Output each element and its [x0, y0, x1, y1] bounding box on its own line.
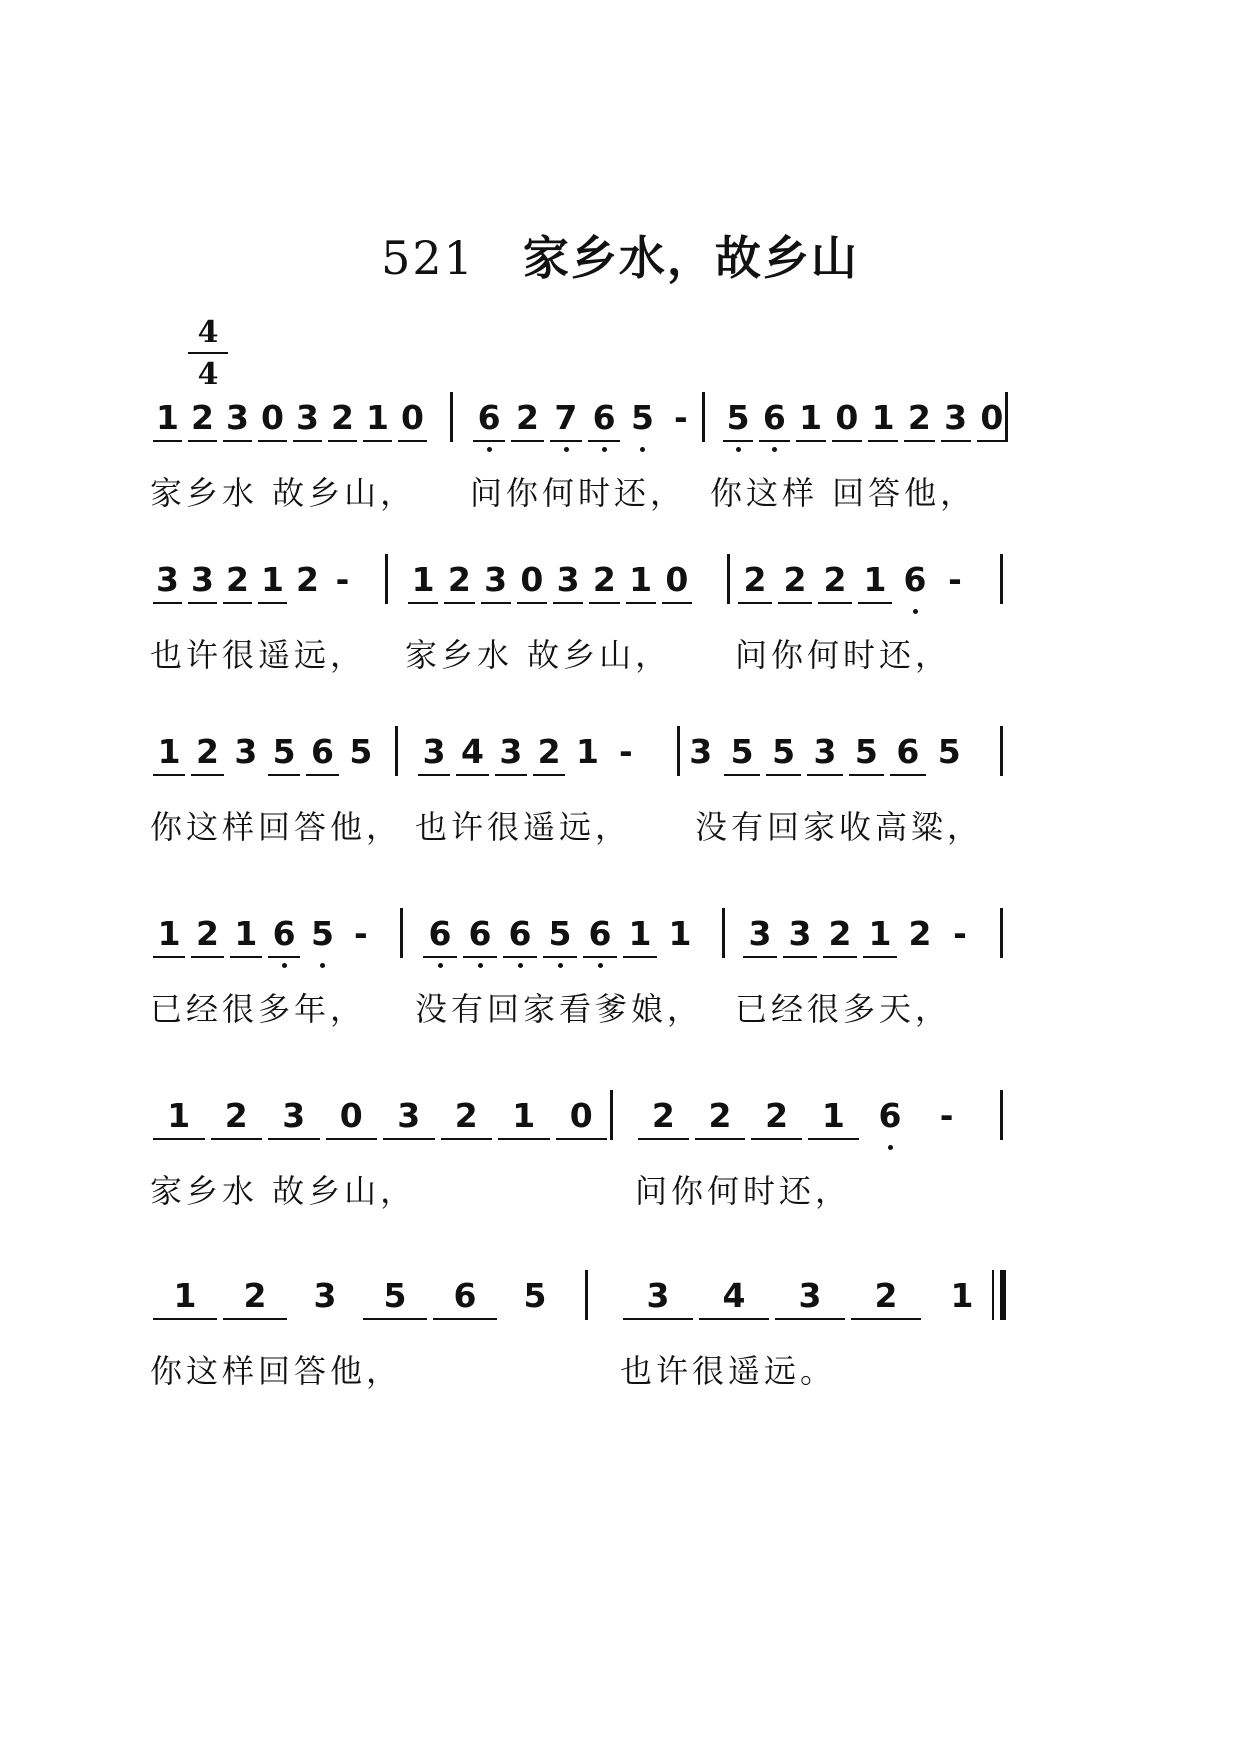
barline	[1005, 392, 1008, 442]
note: 2	[441, 560, 477, 600]
note: 2	[848, 1276, 924, 1316]
measure	[150, 1276, 570, 1336]
note: 2	[775, 560, 815, 600]
barline	[1000, 554, 1003, 604]
sustain-dash: -	[953, 914, 967, 953]
lyric-phrase: 家乡水 故乡山，	[405, 636, 672, 674]
measure	[150, 1096, 610, 1156]
lyric-phrase: 问你何时还，	[470, 474, 687, 512]
measure	[150, 560, 360, 620]
note: 6	[470, 398, 508, 438]
lyric-phrase: 也许很遥远。	[620, 1352, 837, 1390]
note: 3	[550, 560, 586, 600]
note: 2	[208, 1096, 266, 1136]
note: 5	[349, 732, 373, 771]
notation-row	[150, 560, 1130, 620]
note: 1	[360, 398, 395, 438]
sustain-dash: -	[673, 398, 688, 437]
note: 1	[495, 1096, 553, 1136]
note: 2	[748, 1096, 805, 1136]
song-number: 521	[381, 231, 475, 285]
note: 2	[692, 1096, 749, 1136]
score-line	[150, 1276, 1130, 1406]
note: 6	[862, 1096, 919, 1136]
note: 1	[150, 1276, 220, 1316]
note: 3	[620, 1276, 696, 1316]
note: 6	[265, 914, 303, 954]
note: 1	[150, 732, 188, 772]
note: 5	[523, 1276, 547, 1315]
notation-row	[150, 1276, 1130, 1336]
barline	[385, 554, 388, 604]
note: 1	[227, 914, 265, 954]
note: 1	[860, 914, 900, 954]
note: 1	[620, 914, 660, 954]
score-line	[150, 560, 1130, 690]
note: 5	[721, 732, 762, 772]
notation-row	[150, 914, 1130, 974]
barline	[400, 908, 403, 958]
barline	[727, 554, 730, 604]
measure	[150, 732, 380, 792]
note: 7	[547, 398, 585, 438]
barline	[450, 392, 453, 442]
lyric-phrase: 你这样回答他，	[150, 808, 403, 846]
song-title	[0, 222, 1240, 288]
note: 5	[763, 732, 804, 772]
note: 3	[265, 1096, 323, 1136]
note: 2	[220, 560, 255, 600]
lyric-phrase: 你这样回答他，	[150, 1352, 403, 1390]
lyric-phrase: 没有回家看爹娘，	[415, 990, 704, 1028]
score-line	[150, 732, 1130, 862]
note: 3	[185, 560, 220, 600]
measure	[470, 398, 700, 458]
note: 5	[303, 914, 341, 954]
notation-row	[150, 1096, 1130, 1156]
note: 0	[659, 560, 695, 600]
note: 3	[689, 732, 713, 771]
lyric-phrase: 也许很遥远，	[150, 636, 367, 674]
note: 1	[950, 1276, 974, 1315]
barline	[1000, 726, 1003, 776]
lyric-phrase: 家乡水 故乡山，	[150, 1172, 417, 1210]
note: 0	[514, 560, 550, 600]
measure	[740, 914, 980, 974]
lyric-phrase: 已经很多天，	[735, 990, 952, 1028]
sustain-dash: -	[335, 560, 350, 599]
note: 1	[255, 560, 290, 600]
note: 2	[220, 1276, 290, 1316]
note: 2	[586, 560, 622, 600]
lyric-phrase: 问你何时还，	[635, 1172, 852, 1210]
note: 2	[908, 914, 932, 953]
note: 5	[720, 398, 756, 438]
note: 6	[895, 560, 935, 600]
note: 3	[150, 560, 185, 600]
note: 1	[855, 560, 895, 600]
sustain-dash: -	[939, 1096, 954, 1135]
note: 6	[430, 1276, 500, 1316]
note: 2	[820, 914, 860, 954]
note: 2	[901, 398, 937, 438]
time-signature-divider	[188, 352, 228, 354]
note: 2	[635, 1096, 692, 1136]
barline	[1000, 908, 1003, 958]
score-line	[150, 398, 1130, 528]
barline	[702, 392, 705, 442]
note: 1	[405, 560, 441, 600]
lyric-phrase: 没有回家收高粱，	[695, 808, 984, 846]
note: 3	[780, 914, 820, 954]
note: 3	[234, 732, 258, 771]
note: 2	[530, 732, 568, 772]
note: 3	[220, 398, 255, 438]
lyric-phrase: 家乡水 故乡山，	[150, 474, 417, 512]
note: 2	[735, 560, 775, 600]
note: 1	[150, 914, 188, 954]
note: 6	[460, 914, 500, 954]
note: 6	[585, 398, 623, 438]
measure	[150, 914, 380, 974]
lyric-phrase: 也许很遥远，	[415, 808, 632, 846]
note: 5	[540, 914, 580, 954]
note: 2	[188, 914, 226, 954]
lyric-phrase: 问你何时还，	[735, 636, 952, 674]
measure	[635, 1096, 975, 1156]
song-name: 家乡水，故乡山	[522, 231, 859, 285]
note: 3	[772, 1276, 848, 1316]
note: 4	[696, 1276, 772, 1316]
note: 2	[325, 398, 360, 438]
note: 1	[575, 732, 599, 771]
note: 6	[420, 914, 460, 954]
note: 6	[887, 732, 928, 772]
lyric-phrase: 已经很多年，	[150, 990, 367, 1028]
barline	[395, 726, 398, 776]
sustain-dash: -	[618, 732, 633, 771]
final-barline-thin	[992, 1270, 994, 1320]
sustain-dash: -	[948, 560, 962, 599]
note: 2	[188, 732, 226, 772]
note: 3	[415, 732, 453, 772]
lyric-phrase: 你这样 回答他，	[710, 474, 977, 512]
note: 1	[150, 1096, 208, 1136]
note: 3	[290, 398, 325, 438]
note: 4	[453, 732, 491, 772]
notation-row	[150, 732, 1130, 792]
sustain-dash: -	[353, 914, 368, 953]
note: 1	[793, 398, 829, 438]
measure	[620, 1276, 1000, 1336]
note: 3	[380, 1096, 438, 1136]
time-signature	[188, 315, 228, 392]
note: 0	[255, 398, 290, 438]
measure	[150, 398, 430, 458]
final-barline	[1000, 1270, 1006, 1320]
note: 5	[846, 732, 887, 772]
note: 0	[553, 1096, 611, 1136]
measure	[680, 732, 970, 792]
time-signature-top: 4	[197, 315, 219, 350]
note: 3	[740, 914, 780, 954]
barline	[677, 726, 680, 776]
notation-row	[150, 398, 1130, 458]
note: 1	[865, 398, 901, 438]
score-line	[150, 914, 1130, 1044]
time-signature-bottom: 4	[197, 357, 219, 392]
note: 0	[323, 1096, 381, 1136]
note: 0	[829, 398, 865, 438]
score-line	[150, 1096, 1130, 1226]
note: 3	[478, 560, 514, 600]
barline	[610, 1090, 613, 1140]
note: 5	[623, 398, 661, 438]
measure	[720, 398, 1010, 458]
note: 3	[938, 398, 974, 438]
measure	[420, 914, 700, 974]
barline	[585, 1270, 588, 1320]
note: 2	[438, 1096, 496, 1136]
note: 5	[360, 1276, 430, 1316]
note: 6	[580, 914, 620, 954]
measure	[735, 560, 975, 620]
note: 6	[303, 732, 341, 772]
note: 2	[815, 560, 855, 600]
note: 3	[492, 732, 530, 772]
barline	[1000, 1090, 1003, 1140]
note: 2	[508, 398, 546, 438]
note: 2	[185, 398, 220, 438]
note: 1	[668, 914, 692, 953]
barline	[722, 908, 725, 958]
note: 0	[974, 398, 1010, 438]
note: 6	[500, 914, 540, 954]
note: 3	[804, 732, 845, 772]
note: 3	[313, 1276, 337, 1315]
note: 6	[756, 398, 792, 438]
note: 1	[805, 1096, 862, 1136]
note: 1	[623, 560, 659, 600]
note: 5	[265, 732, 303, 772]
note: 2	[296, 560, 319, 599]
note: 1	[150, 398, 185, 438]
measure	[415, 732, 645, 792]
note: 0	[395, 398, 430, 438]
note: 5	[937, 732, 961, 771]
measure	[405, 560, 695, 620]
